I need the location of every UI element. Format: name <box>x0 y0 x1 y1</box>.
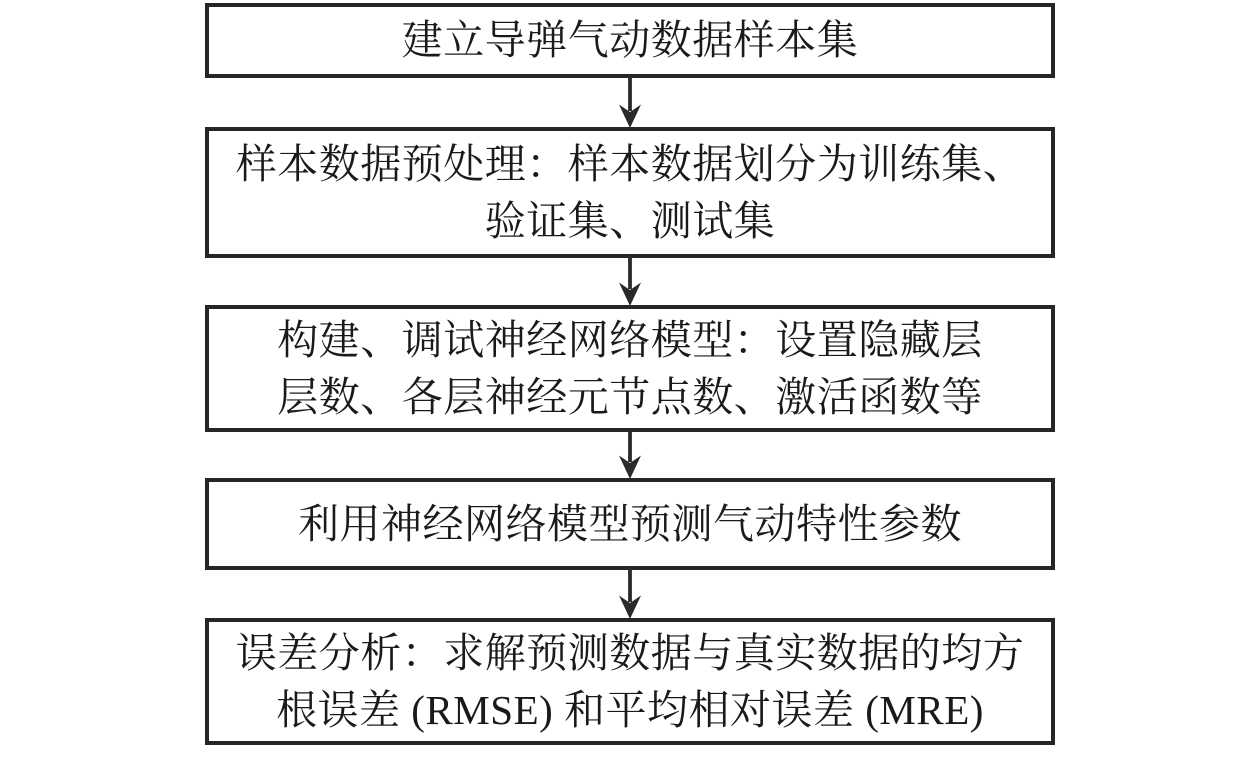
down-arrow-icon <box>617 430 643 480</box>
step-text: 样本数据预处理：样本数据划分为训练集、 <box>235 140 1025 187</box>
down-arrow-icon <box>617 256 643 307</box>
flow-step-build-tune-model <box>205 305 1055 432</box>
step-text: 构建、调试神经网络模型：设置隐藏层 <box>277 316 983 363</box>
step-text: 验证集、测试集 <box>484 197 776 244</box>
step-text: 根误差 (RMSE) 和平均相对误差 (MRE) <box>276 686 984 733</box>
flow-step-build-sample-set <box>205 3 1055 78</box>
down-arrow-icon <box>617 568 643 620</box>
flow-step-preprocessing <box>205 127 1055 258</box>
step-text: 层数、各层神经元节点数、激活函数等 <box>277 373 983 420</box>
step-text: 误差分析：求解预测数据与真实数据的均方 <box>235 629 1025 676</box>
flow-step-error-analysis <box>205 618 1055 745</box>
step-text: 利用神经网络模型预测气动特性参数 <box>298 500 962 547</box>
step-text: 建立导弹气动数据样本集 <box>401 17 859 63</box>
flow-step-predict <box>205 478 1055 570</box>
down-arrow-icon <box>617 76 643 129</box>
